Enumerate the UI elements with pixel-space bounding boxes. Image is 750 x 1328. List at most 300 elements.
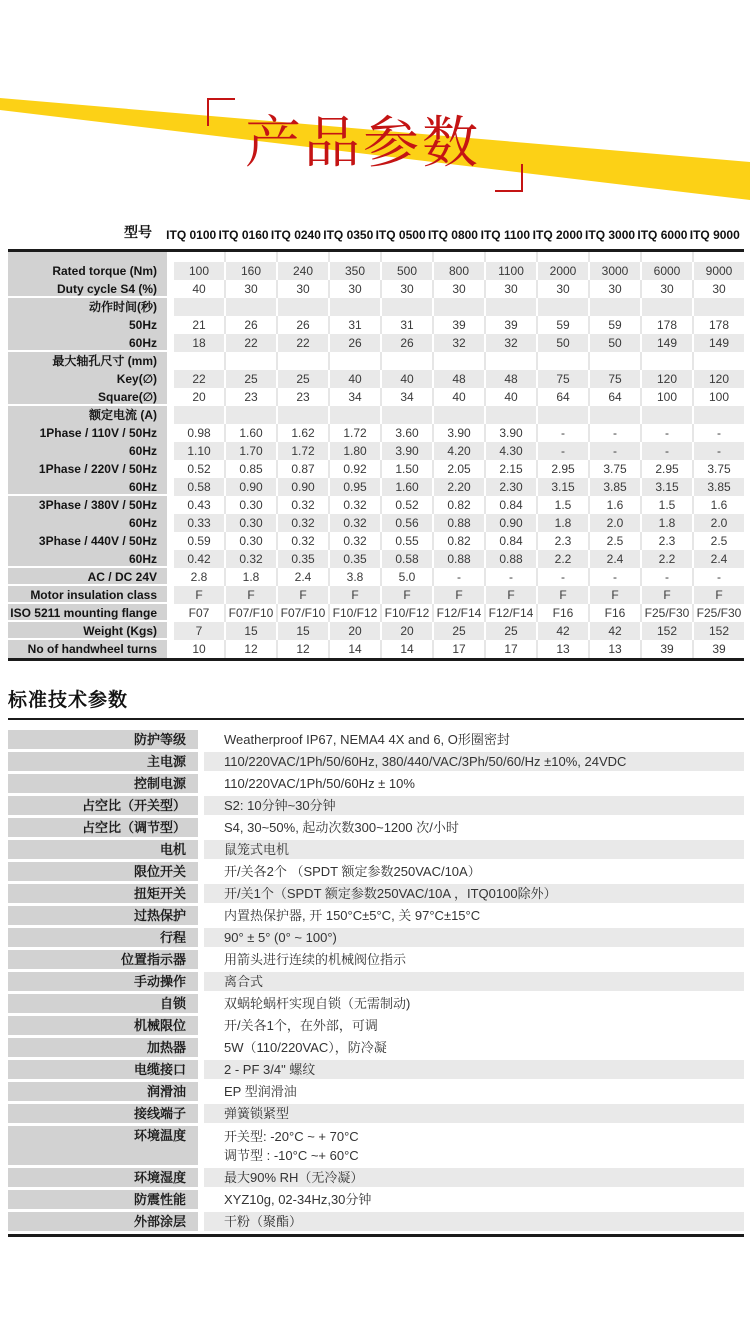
cell: 1.60 bbox=[224, 424, 276, 442]
spec-value: XYZ10g, 02-34Hz,30分钟 bbox=[204, 1190, 744, 1209]
cell bbox=[588, 406, 640, 424]
row-label: Motor insulation class bbox=[8, 586, 174, 604]
cell: 3.90 bbox=[432, 424, 484, 442]
cell: 0.35 bbox=[328, 550, 380, 568]
cell: 6000 bbox=[640, 262, 692, 280]
cell: 25 bbox=[276, 370, 328, 388]
cell: 0.88 bbox=[484, 550, 536, 568]
cell: F16 bbox=[536, 604, 588, 622]
row-cells bbox=[174, 406, 744, 424]
cell: 0.90 bbox=[484, 514, 536, 532]
cell: 1.8 bbox=[536, 514, 588, 532]
spec-value: 弹簧锁紧型 bbox=[204, 1104, 744, 1123]
cell bbox=[224, 298, 276, 316]
spec-row bbox=[8, 928, 744, 947]
spec-label: 位置指示器 bbox=[8, 950, 204, 969]
cell: 3.15 bbox=[640, 478, 692, 496]
spec-row bbox=[8, 1060, 744, 1079]
spec-value: S4, 30~50%, 起动次数300~1200 次/小时 bbox=[204, 818, 744, 837]
table-row bbox=[8, 442, 744, 460]
cell bbox=[640, 352, 692, 370]
spec-value: 用箭头进行连续的机械阀位指示 bbox=[204, 950, 744, 969]
cell: 2.4 bbox=[276, 568, 328, 586]
cell: 13 bbox=[588, 640, 640, 658]
cell: 39 bbox=[484, 316, 536, 334]
spec-label: 限位开关 bbox=[8, 862, 204, 881]
spec-row bbox=[8, 1104, 744, 1123]
model-spec-table bbox=[8, 252, 744, 658]
cell: 1.6 bbox=[692, 496, 744, 514]
cell: 34 bbox=[328, 388, 380, 406]
spec-label: 环境温度 bbox=[8, 1126, 204, 1165]
spec-row bbox=[8, 1212, 744, 1231]
cell: F bbox=[224, 586, 276, 604]
spec-section-title: 标准技术参数 bbox=[8, 689, 129, 711]
cell: 1.80 bbox=[328, 442, 380, 460]
cell: 9000 bbox=[692, 262, 744, 280]
spec-value: Weatherproof IP67, NEMA4 4X and 6, O形圈密封 bbox=[204, 730, 744, 749]
cell bbox=[536, 252, 588, 262]
spec-bottom-rule bbox=[8, 1234, 744, 1237]
row-label: 动作时间(秒) bbox=[8, 298, 174, 316]
cell: 39 bbox=[640, 640, 692, 658]
cell: 7 bbox=[174, 622, 224, 640]
row-label: 60Hz bbox=[8, 550, 174, 568]
cell: 30 bbox=[692, 280, 744, 298]
cell: 0.82 bbox=[432, 532, 484, 550]
model-name: ITQ 6000 bbox=[637, 227, 688, 242]
cell: 3.90 bbox=[484, 424, 536, 442]
cell: 0.90 bbox=[224, 478, 276, 496]
row-label: 3Phase / 440V / 50Hz bbox=[8, 532, 174, 550]
cell: 100 bbox=[640, 388, 692, 406]
cell bbox=[276, 406, 328, 424]
cell: - bbox=[484, 568, 536, 586]
cell: - bbox=[692, 424, 744, 442]
spec-value: 90° ± 5° (0° ~ 100°) bbox=[204, 928, 744, 947]
spec-row bbox=[8, 1038, 744, 1057]
cell: 2.15 bbox=[484, 460, 536, 478]
row-label: 1Phase / 220V / 50Hz bbox=[8, 460, 174, 478]
cell: 2.3 bbox=[536, 532, 588, 550]
cell: F07/F10 bbox=[224, 604, 276, 622]
cell bbox=[640, 406, 692, 424]
row-label: 60Hz bbox=[8, 514, 174, 532]
cell: 1.72 bbox=[328, 424, 380, 442]
model-header-row bbox=[8, 222, 744, 249]
cell bbox=[276, 252, 328, 262]
row-cells bbox=[174, 586, 744, 604]
spec-row bbox=[8, 884, 744, 903]
row-cells bbox=[174, 622, 744, 640]
cell: 0.90 bbox=[276, 478, 328, 496]
cell: 0.32 bbox=[276, 514, 328, 532]
cell: F16 bbox=[588, 604, 640, 622]
cell: - bbox=[588, 424, 640, 442]
table-row bbox=[8, 622, 744, 640]
cell bbox=[328, 252, 380, 262]
cell: 0.55 bbox=[380, 532, 432, 550]
cell: 1.8 bbox=[640, 514, 692, 532]
cell: 25 bbox=[432, 622, 484, 640]
cell: F25/F30 bbox=[640, 604, 692, 622]
cell bbox=[536, 298, 588, 316]
cell: 0.87 bbox=[276, 460, 328, 478]
cell: F bbox=[432, 586, 484, 604]
cell: - bbox=[432, 568, 484, 586]
cell: 800 bbox=[432, 262, 484, 280]
row-cells bbox=[174, 550, 744, 568]
cell: 39 bbox=[432, 316, 484, 334]
cell: 30 bbox=[380, 280, 432, 298]
cell: 0.32 bbox=[328, 496, 380, 514]
cell: F12/F14 bbox=[432, 604, 484, 622]
row-label: Square(∅) bbox=[8, 388, 174, 406]
spec-value: 干粉（聚酯） bbox=[204, 1212, 744, 1231]
cell: 20 bbox=[380, 622, 432, 640]
cell: - bbox=[692, 442, 744, 460]
cell: 26 bbox=[224, 316, 276, 334]
spec-label: 控制电源 bbox=[8, 774, 204, 793]
spec-label: 自锁 bbox=[8, 994, 204, 1013]
cell: 75 bbox=[536, 370, 588, 388]
spec-label: 占空比（开关型） bbox=[8, 796, 204, 815]
cell: 15 bbox=[224, 622, 276, 640]
spec-label: 电缆接口 bbox=[8, 1060, 204, 1079]
cell: 40 bbox=[174, 280, 224, 298]
cell: 2.95 bbox=[640, 460, 692, 478]
cell: 42 bbox=[588, 622, 640, 640]
table-spacer-row bbox=[8, 252, 744, 262]
cell: 160 bbox=[224, 262, 276, 280]
model-name: ITQ 0800 bbox=[427, 227, 478, 242]
spec-value: 110/220VAC/1Ph/50/60Hz ± 10% bbox=[204, 774, 744, 793]
cell: 0.56 bbox=[380, 514, 432, 532]
cell: 0.30 bbox=[224, 532, 276, 550]
spec-value: 鼠笼式电机 bbox=[204, 840, 744, 859]
spec-value-line: 开关型: -20°C ~ + 70°C bbox=[224, 1128, 359, 1144]
spec-label: 行程 bbox=[8, 928, 204, 947]
cell: F bbox=[588, 586, 640, 604]
cell: 100 bbox=[174, 262, 224, 280]
cell bbox=[692, 406, 744, 424]
cell: 1.70 bbox=[224, 442, 276, 460]
cell: 5.0 bbox=[380, 568, 432, 586]
cell bbox=[432, 298, 484, 316]
spec-value: 最大90% RH（无冷凝） bbox=[204, 1168, 744, 1187]
cell: 15 bbox=[276, 622, 328, 640]
spec-label: 扭矩开关 bbox=[8, 884, 204, 903]
cell: 0.82 bbox=[432, 496, 484, 514]
cell bbox=[640, 252, 692, 262]
cell: 48 bbox=[484, 370, 536, 388]
cell: 4.30 bbox=[484, 442, 536, 460]
cell: 50 bbox=[588, 334, 640, 352]
row-label: 额定电流 (A) bbox=[8, 406, 174, 424]
cell: 0.32 bbox=[328, 532, 380, 550]
spec-row bbox=[8, 1190, 744, 1209]
cell: 3.85 bbox=[692, 478, 744, 496]
spec-label: 过热保护 bbox=[8, 906, 204, 925]
cell bbox=[692, 352, 744, 370]
model-name: ITQ 1100 bbox=[480, 227, 531, 242]
cell: 1.72 bbox=[276, 442, 328, 460]
cell: 2.8 bbox=[174, 568, 224, 586]
cell bbox=[380, 352, 432, 370]
cell bbox=[380, 252, 432, 262]
cell: 39 bbox=[692, 640, 744, 658]
spec-label: 电机 bbox=[8, 840, 204, 859]
cell: 10 bbox=[174, 640, 224, 658]
cell: - bbox=[536, 424, 588, 442]
cell bbox=[588, 352, 640, 370]
model-name: ITQ 3000 bbox=[585, 227, 636, 242]
cell: 40 bbox=[380, 370, 432, 388]
cell bbox=[640, 298, 692, 316]
cell bbox=[484, 298, 536, 316]
cell: F25/F30 bbox=[692, 604, 744, 622]
cell: 152 bbox=[692, 622, 744, 640]
row-label: ISO 5211 mounting flange bbox=[8, 604, 174, 622]
row-cells bbox=[174, 478, 744, 496]
cell: 0.95 bbox=[328, 478, 380, 496]
cell: - bbox=[640, 442, 692, 460]
cell bbox=[224, 352, 276, 370]
table-row bbox=[8, 478, 744, 496]
table-row bbox=[8, 604, 744, 622]
cell: 0.58 bbox=[380, 550, 432, 568]
model-name: ITQ 9000 bbox=[689, 227, 740, 242]
cell: 1.10 bbox=[174, 442, 224, 460]
table-row bbox=[8, 316, 744, 334]
cell: 2.0 bbox=[692, 514, 744, 532]
cell: - bbox=[640, 568, 692, 586]
model-name: ITQ 0500 bbox=[375, 227, 426, 242]
cell: 2.0 bbox=[588, 514, 640, 532]
cell: 2.30 bbox=[484, 478, 536, 496]
page-title-block bbox=[217, 96, 509, 194]
cell bbox=[380, 406, 432, 424]
row-cells bbox=[174, 334, 744, 352]
cell: 21 bbox=[174, 316, 224, 334]
cell: 120 bbox=[692, 370, 744, 388]
cell: 1.5 bbox=[536, 496, 588, 514]
table-row bbox=[8, 262, 744, 280]
cell: 0.32 bbox=[276, 532, 328, 550]
cell bbox=[224, 252, 276, 262]
cell: 0.30 bbox=[224, 514, 276, 532]
cell: 1.8 bbox=[224, 568, 276, 586]
cell bbox=[174, 298, 224, 316]
row-label: Rated torque (Nm) bbox=[8, 262, 174, 280]
cell: 30 bbox=[536, 280, 588, 298]
spec-value: S2: 10分钟~30分钟 bbox=[204, 796, 744, 815]
cell: 0.42 bbox=[174, 550, 224, 568]
cell: F12/F14 bbox=[484, 604, 536, 622]
cell: 0.30 bbox=[224, 496, 276, 514]
cell: 17 bbox=[484, 640, 536, 658]
spec-row bbox=[8, 906, 744, 925]
cell: 2.3 bbox=[640, 532, 692, 550]
cell: 1.60 bbox=[380, 478, 432, 496]
spec-label: 主电源 bbox=[8, 752, 204, 771]
spec-row bbox=[8, 818, 744, 837]
spec-value: 内置热保护器, 开 150°C±5°C, 关 97°C±15°C bbox=[204, 906, 744, 925]
cell bbox=[328, 406, 380, 424]
row-cells bbox=[174, 388, 744, 406]
table-row bbox=[8, 550, 744, 568]
cell: 3.85 bbox=[588, 478, 640, 496]
spec-row bbox=[8, 950, 744, 969]
cell: 1.5 bbox=[640, 496, 692, 514]
cell: 350 bbox=[328, 262, 380, 280]
row-cells bbox=[174, 352, 744, 370]
row-cells bbox=[174, 262, 744, 280]
cell: 0.43 bbox=[174, 496, 224, 514]
cell: 12 bbox=[224, 640, 276, 658]
cell: 0.98 bbox=[174, 424, 224, 442]
cell: 30 bbox=[328, 280, 380, 298]
cell: 0.84 bbox=[484, 532, 536, 550]
cell: 178 bbox=[640, 316, 692, 334]
row-cells bbox=[174, 568, 744, 586]
spec-value-line: 调节型 : -10°C ~+ 60°C bbox=[224, 1147, 359, 1163]
table-row bbox=[8, 352, 744, 370]
cell: 26 bbox=[276, 316, 328, 334]
cell bbox=[276, 352, 328, 370]
spec-row bbox=[8, 730, 744, 749]
cell: 30 bbox=[484, 280, 536, 298]
cell: F10/F12 bbox=[380, 604, 432, 622]
cell: 3.75 bbox=[588, 460, 640, 478]
cell: 149 bbox=[640, 334, 692, 352]
cell: 0.85 bbox=[224, 460, 276, 478]
spec-value: 离合式 bbox=[204, 972, 744, 991]
row-label: 3Phase / 380V / 50Hz bbox=[8, 496, 174, 514]
cell: 2.2 bbox=[640, 550, 692, 568]
cell: 22 bbox=[224, 334, 276, 352]
cell: F bbox=[174, 586, 224, 604]
model-header-label: 型号 bbox=[124, 223, 152, 240]
spec-label: 防护等级 bbox=[8, 730, 204, 749]
row-cells bbox=[174, 370, 744, 388]
table-row bbox=[8, 280, 744, 298]
cell: 0.58 bbox=[174, 478, 224, 496]
cell: 40 bbox=[328, 370, 380, 388]
spec-label: 手动操作 bbox=[8, 972, 204, 991]
cell: - bbox=[692, 568, 744, 586]
cell: 17 bbox=[432, 640, 484, 658]
cell: 1.50 bbox=[380, 460, 432, 478]
model-name: ITQ 0100 bbox=[166, 227, 217, 242]
cell: 59 bbox=[588, 316, 640, 334]
cell bbox=[174, 252, 224, 262]
cell: 2.20 bbox=[432, 478, 484, 496]
cell bbox=[432, 352, 484, 370]
table-row bbox=[8, 586, 744, 604]
row-label: No of handwheel turns bbox=[8, 640, 174, 658]
cell bbox=[484, 352, 536, 370]
cell: 149 bbox=[692, 334, 744, 352]
cell bbox=[692, 252, 744, 262]
cell: F bbox=[328, 586, 380, 604]
cell: 20 bbox=[328, 622, 380, 640]
page-content bbox=[0, 222, 750, 1237]
bracket-bottom-right-decoration bbox=[495, 164, 523, 192]
cell bbox=[380, 298, 432, 316]
row-label bbox=[8, 252, 174, 262]
spec-label: 占空比（调节型） bbox=[8, 818, 204, 837]
cell: F bbox=[380, 586, 432, 604]
cell: 3000 bbox=[588, 262, 640, 280]
cell: F bbox=[484, 586, 536, 604]
row-cells bbox=[174, 424, 744, 442]
spec-label: 机械限位 bbox=[8, 1016, 204, 1035]
cell: 2.4 bbox=[692, 550, 744, 568]
cell: 1100 bbox=[484, 262, 536, 280]
spec-value: 开/关各1个，在外部，可调 bbox=[204, 1016, 744, 1035]
cell: 30 bbox=[224, 280, 276, 298]
cell bbox=[432, 252, 484, 262]
spec-row bbox=[8, 1082, 744, 1101]
cell: F bbox=[276, 586, 328, 604]
row-label: 最大轴孔尺寸 (mm) bbox=[8, 352, 174, 370]
spec-value: 5W（110/220VAC），防冷凝 bbox=[204, 1038, 744, 1057]
cell: - bbox=[588, 568, 640, 586]
row-label: 1Phase / 110V / 50Hz bbox=[8, 424, 174, 442]
row-label: 60Hz bbox=[8, 334, 174, 352]
spec-label: 加热器 bbox=[8, 1038, 204, 1057]
standard-spec-table bbox=[8, 730, 744, 1231]
cell: 32 bbox=[484, 334, 536, 352]
cell: 100 bbox=[692, 388, 744, 406]
spec-value bbox=[204, 1126, 744, 1165]
cell: 0.32 bbox=[328, 514, 380, 532]
cell: 500 bbox=[380, 262, 432, 280]
cell: 2.05 bbox=[432, 460, 484, 478]
table-row bbox=[8, 298, 744, 316]
cell: 0.52 bbox=[174, 460, 224, 478]
table-row bbox=[8, 514, 744, 532]
cell: 0.59 bbox=[174, 532, 224, 550]
row-label: 50Hz bbox=[8, 316, 174, 334]
cell: 0.92 bbox=[328, 460, 380, 478]
row-label: AC / DC 24V bbox=[8, 568, 174, 586]
cell bbox=[692, 298, 744, 316]
cell: 0.88 bbox=[432, 514, 484, 532]
cell: 30 bbox=[432, 280, 484, 298]
row-cells bbox=[174, 280, 744, 298]
cell: 0.35 bbox=[276, 550, 328, 568]
spec-label: 环境湿度 bbox=[8, 1168, 204, 1187]
cell: 64 bbox=[588, 388, 640, 406]
cell: F bbox=[536, 586, 588, 604]
cell: 0.32 bbox=[224, 550, 276, 568]
cell bbox=[588, 298, 640, 316]
table-row bbox=[8, 532, 744, 550]
cell: 0.33 bbox=[174, 514, 224, 532]
cell: 2.4 bbox=[588, 550, 640, 568]
spec-label: 外部涂层 bbox=[8, 1212, 204, 1231]
model-name: ITQ 0350 bbox=[323, 227, 374, 242]
cell: 50 bbox=[536, 334, 588, 352]
cell: 12 bbox=[276, 640, 328, 658]
cell: F10/F12 bbox=[328, 604, 380, 622]
cell bbox=[484, 252, 536, 262]
model-name: ITQ 2000 bbox=[532, 227, 583, 242]
model-name: ITQ 0160 bbox=[218, 227, 269, 242]
row-cells bbox=[174, 640, 744, 658]
